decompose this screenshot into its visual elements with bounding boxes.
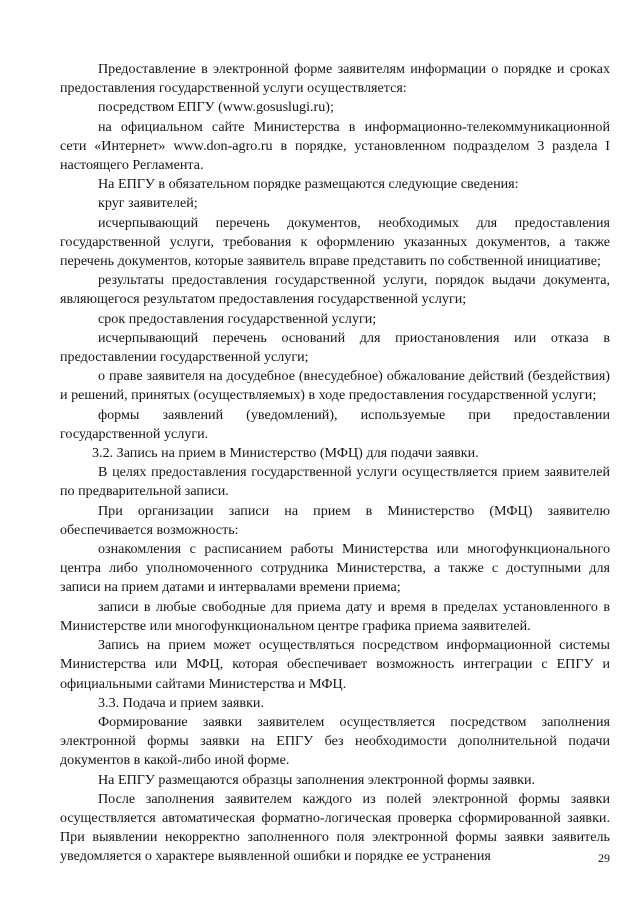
paragraph-registration-options: При организации записи на прием в Министерство (МФЦ) заявителю обеспечивается возможность: — [60, 502, 610, 538]
paragraph-via-epgu: посредством ЕПГУ (www.gosuslugi.ru); — [98, 99, 334, 116]
page-number: 29 — [598, 851, 610, 865]
paragraph-appeal-right: о праве заявителя на досудебное (внесудебное) обжалование действий (бездействия) и решений, принятых (осуществляемых) в ходе предоставления государственной услуги; — [60, 368, 610, 404]
paragraph-forms: формы заявлений (уведомлений), используемые при предоставлении государственной услуги. — [60, 406, 610, 442]
paragraph-grounds: исчерпывающий перечень оснований для приостановления или отказа в предоставлении государственной услуги; — [60, 329, 610, 366]
document-body — [60, 60, 610, 867]
section-heading-3-3: 3.3. Подача и прием заявки. — [98, 694, 264, 711]
paragraph-term: срок предоставления государственной услуги; — [98, 310, 377, 327]
paragraph-schedule: ознакомления с расписанием работы Министерства или многофункционального центра либо уполномоченного сотрудника Министерства, а также с доступными для записи на прием датами и интервалами времени приема; — [60, 541, 610, 596]
paragraph-electronic-info: Предоставление в электронной форме заявителям информации о порядке и сроках предоставления государственной услуги осуществляется: — [60, 61, 610, 97]
paragraph-free-slots: записи в любые свободные для приема дату и время в пределах установленного в Министерстве или многофункциональном центре графика приема заявителей. — [60, 598, 610, 634]
paragraph-info-system: Запись на прием может осуществляться посредством информационной системы Министерства или МФЦ, которая обеспечивает возможность интеграции с ЕПГУ и официальными сайтами Министерства и МФЦ. — [60, 637, 610, 692]
paragraph-results: результаты предоставления государственной услуги, порядок выдачи документа, являющегося результатом предоставления государственной услуги; — [60, 272, 610, 308]
paragraph-official-site: на официальном сайте Министерства в информационно-телекоммуникационной сети «Интернет» www.don-agro.ru в порядке, установленном подразделом 3 раздела I настоящего Регламента. — [60, 118, 610, 174]
paragraph-applicants: круг заявителей; — [98, 195, 198, 212]
paragraph-application-forming: Формирование заявки заявителем осуществляется посредством заполнения электронной формы заявки на ЕПГУ без необходимости дополнительной подачи документов в какой-либо иной форме. — [60, 713, 610, 769]
paragraph-documents-list: исчерпывающий перечень документов, необходимых для предоставления государственной услуги, требования к оформлению указанных документов, а также перечень документов, которые заявитель вправе представить по собственной инициативе; — [60, 214, 610, 270]
section-heading-3-2: 3.2. Запись на прием в Министерство (МФЦ) для подачи заявки. — [92, 445, 479, 462]
paragraph-epgu-mandatory: На ЕПГУ в обязательном порядке размещаются следующие сведения: — [98, 176, 519, 193]
paragraph-pre-registration: В целях предоставления государственной услуги осуществляется прием заявителей по предварительной записи. — [60, 464, 610, 500]
paragraph-validation: После заполнения заявителем каждого из полей электронной формы заявки осуществляется автоматическая форматно-логическая проверка сформированной заявки. При выявлении некорректно заполненного поля электронной формы заявки заявитель уведомляется о характере выявленной ошибки и порядке ее устранения — [60, 790, 610, 865]
paragraph-samples: На ЕПГУ размещаются образцы заполнения электронной формы заявки. — [98, 771, 536, 788]
